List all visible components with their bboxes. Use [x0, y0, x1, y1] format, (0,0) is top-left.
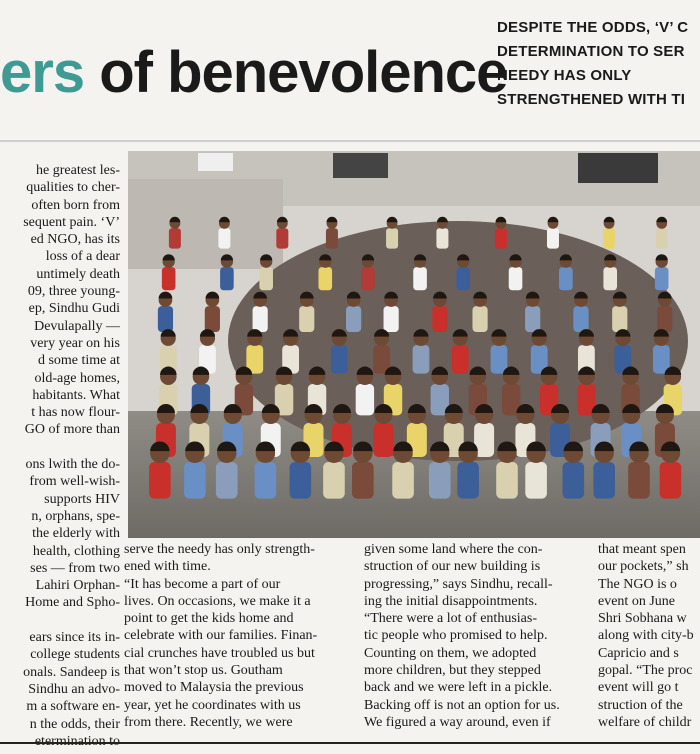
article-line: 09, three young-	[27, 284, 120, 300]
article-line: We figured a way around, even if	[364, 714, 551, 730]
article-line: gopal. “The proc	[598, 663, 693, 679]
article-line: Lahiri Orphan-	[35, 578, 120, 594]
article-line: progressing,” says Sindhu, recall-	[364, 576, 553, 592]
article-line: untimely death	[36, 266, 120, 282]
article-line: event on June	[598, 593, 675, 609]
article-line: d some time at	[37, 353, 120, 369]
article-line: n the odds, their	[29, 716, 120, 732]
article-line: tic people who promised to help.	[364, 628, 548, 644]
article-line: ses — from two	[30, 560, 120, 576]
bottom-rule	[0, 742, 700, 744]
article-line: Home and Spho-	[25, 595, 120, 611]
article-line	[0, 439, 120, 456]
article-line: ened with time.	[124, 559, 211, 575]
article-line: that won’t stop us. Goutham	[124, 663, 283, 679]
article-line: Counting on them, we adopted	[364, 645, 537, 661]
article-column-2	[124, 541, 356, 731]
headline-teal-part: ers	[0, 40, 85, 105]
deck	[497, 16, 700, 112]
article-line: back and we were left in a pickle.	[364, 680, 553, 696]
article-line: onals. Sandeep is	[23, 664, 120, 680]
article-line: old-age homes,	[34, 370, 120, 386]
article-line: lives. On occasions, we make it a	[124, 593, 311, 609]
article-line: given some land where the con-	[364, 542, 543, 557]
header-rule	[0, 140, 700, 142]
article-line: GO of more than	[24, 422, 120, 438]
article-line: the elderly with	[32, 526, 120, 542]
article-line: from well-wish-	[29, 474, 120, 490]
article-line: year, yet he coordinates with us	[124, 697, 301, 713]
article-line: Capricio and s	[598, 645, 679, 661]
article-line: “It has become a part of our	[124, 576, 281, 592]
article-line: ons lwith the do-	[25, 457, 120, 473]
article-line: event will go t	[598, 680, 679, 696]
group-photo-illustration	[128, 151, 700, 538]
article-line: from there. Recently, we were	[124, 714, 293, 730]
article-line: point to get the kids home and	[124, 611, 294, 627]
group-photo	[128, 151, 700, 538]
article-line: very year on his	[30, 335, 120, 351]
article-column-4	[598, 541, 700, 731]
article-line: health, clothing	[32, 543, 120, 559]
article-line: he greatest les-	[36, 163, 120, 178]
article-line: that meant spen	[598, 542, 686, 557]
headline-dark-part: of benevolence	[84, 40, 508, 105]
article-line: loss of a dear	[45, 249, 120, 265]
article-line: ep, Sindhu Gudi	[28, 301, 120, 317]
article-line	[0, 612, 120, 629]
article-line: along with city-b	[598, 628, 694, 644]
article-line: supports HIV	[44, 491, 120, 507]
article-line: Backing off is not an option for us.	[364, 697, 560, 713]
article-line: sequent pain. ‘V’	[23, 214, 120, 230]
article-line: Shri Sobhana w	[598, 611, 687, 627]
article-line: t has now flour-	[31, 405, 120, 421]
deck-line: DESPITE THE ODDS, ‘V’ C	[497, 19, 689, 36]
article-line: celebrate with our families. Finan-	[124, 628, 318, 644]
article-column-1	[0, 162, 120, 750]
article-line: “There were a lot of enthusias-	[364, 611, 537, 627]
article-line: Sindhu an advo-	[28, 681, 120, 697]
article-line: moved to Malaysia the previous	[124, 680, 304, 696]
article-line: habitants. What	[32, 387, 120, 403]
article-line: Devulapally —	[34, 318, 120, 334]
article-line: often born from	[31, 197, 120, 213]
article-line: qualities to cher-	[26, 180, 120, 196]
article-line: serve the needy has only strength-	[124, 542, 315, 557]
article-line: cial crunches have troubled us but	[124, 645, 315, 661]
article-line: ing the initial disappointments.	[364, 593, 538, 609]
deck-line: STRENGTHENED WITH TI	[497, 91, 686, 108]
article-line: more children, but they stepped	[364, 663, 541, 679]
article-line: our pockets,” sh	[598, 559, 689, 575]
article-column-3	[364, 541, 590, 731]
headline	[0, 40, 508, 105]
article-line: m a software en-	[26, 699, 120, 715]
article-line: The NGO is o	[598, 576, 677, 592]
article-line: college students	[30, 647, 120, 663]
article-line: ears since its in-	[29, 630, 120, 646]
article-line: struction of the	[598, 697, 683, 713]
article-line: ed NGO, has its	[30, 232, 120, 248]
article-line: n, orphans, spe-	[31, 508, 120, 524]
deck-line: NEEDY HAS ONLY	[497, 67, 632, 84]
article-line: struction of our new building is	[364, 559, 541, 575]
article-line: welfare of childr	[598, 714, 692, 730]
deck-line: DETERMINATION TO SER	[497, 43, 685, 60]
